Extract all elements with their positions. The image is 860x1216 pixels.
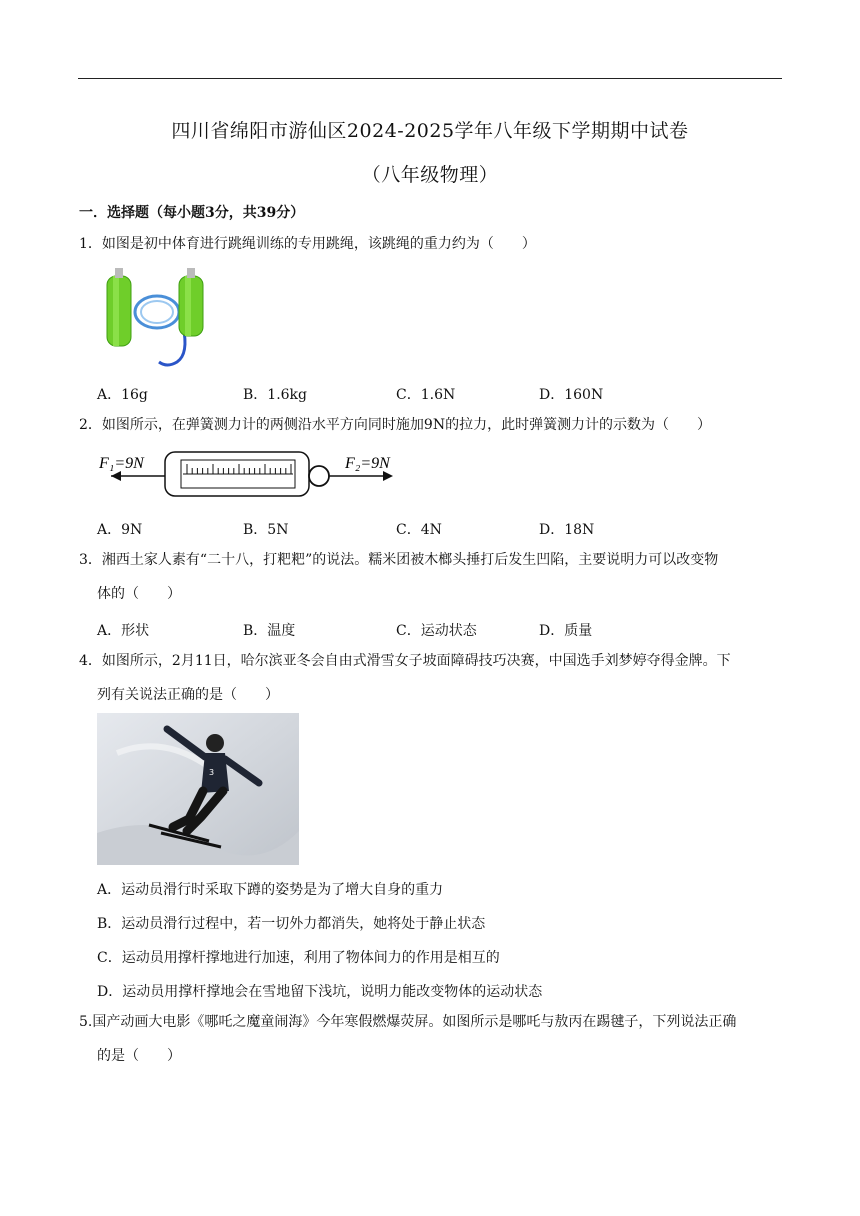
question-3-stem — [79, 543, 785, 611]
question-2-stem: 2．如图所示，在弹簧测力计的两侧沿水平方向同时施加9N的拉力，此时弹簧测力计的示数为（ ） — [79, 417, 712, 433]
q2-option-a[interactable]: A．9N — [97, 522, 143, 538]
q4-stem-line1: 4．如图所示，2月11日，哈尔滨亚冬会自由式滑雪女子坡面障碍技巧决赛，中国选手刘梦婷夺得金牌。下 — [79, 653, 731, 669]
q4-stem-line2: 列有关说法正确的是（ ） — [97, 687, 279, 703]
question-4-stem — [79, 644, 785, 712]
q5-stem-line2: 的是（ ） — [97, 1048, 181, 1064]
top-rule — [78, 78, 782, 79]
q3-option-d[interactable]: D．质量 — [539, 623, 593, 639]
jump-rope-image — [97, 266, 217, 374]
q3-stem-line1: 3．湘西土家人素有“二十八，打粑粑”的说法。糯米团被木榔头捶打后发生凹陷，主要说明力可以改变物 — [79, 552, 719, 568]
q4-option-d[interactable]: D．运动员用撑杆撑地会在雪地留下浅坑，说明力能改变物体的运动状态 — [97, 984, 543, 1000]
q1-option-a[interactable]: A．16g — [97, 387, 148, 403]
section-heading: 一．选择题（每小题3分，共39分） — [79, 205, 305, 221]
q2-option-b[interactable]: B．5N — [243, 522, 289, 538]
q5-stem-line1: 5.国产动画大电影《哪吒之魔童闹海》今年寒假燃爆荧屏。如图所示是哪吒与敖丙在踢毽子，下列说法正确 — [79, 1014, 737, 1030]
exam-subtitle: （八年级物理） — [361, 164, 499, 186]
q3-option-c[interactable]: C．运动状态 — [396, 623, 477, 639]
q1-option-c[interactable]: C．1.6N — [396, 387, 456, 403]
q2-option-c[interactable]: C．4N — [396, 522, 442, 538]
skier-photo — [97, 713, 299, 865]
q1-option-b[interactable]: B．1.6kg — [243, 387, 307, 403]
q4-option-b[interactable]: B．运动员滑行过程中，若一切外力都消失，她将处于静止状态 — [97, 916, 486, 932]
q3-option-b[interactable]: B．温度 — [243, 623, 296, 639]
q3-option-a[interactable]: A．形状 — [97, 623, 150, 639]
exam-title: 四川省绵阳市游仙区2024-2025学年八年级下学期期中试卷 — [171, 120, 689, 142]
question-1-stem: 1．如图是初中体育进行跳绳训练的专用跳绳，该跳绳的重力约为（ ） — [79, 236, 536, 252]
svg-text:3: 3 — [209, 768, 215, 777]
q4-option-a[interactable]: A．运动员滑行时采取下蹲的姿势是为了增大自身的重力 — [97, 882, 444, 898]
q4-option-c[interactable]: C．运动员用撑杆撑地进行加速，利用了物体间力的作用是相互的 — [97, 950, 500, 966]
q1-option-d[interactable]: D．160N — [539, 387, 604, 403]
spring-scale-diagram — [97, 448, 402, 500]
f1-label: F₁=9N — [99, 455, 144, 472]
q2-option-d[interactable]: D．18N — [539, 522, 595, 538]
q3-stem-line2: 体的（ ） — [97, 586, 181, 602]
question-5-stem — [79, 1005, 785, 1073]
f2-label: F₂=9N — [345, 455, 390, 472]
